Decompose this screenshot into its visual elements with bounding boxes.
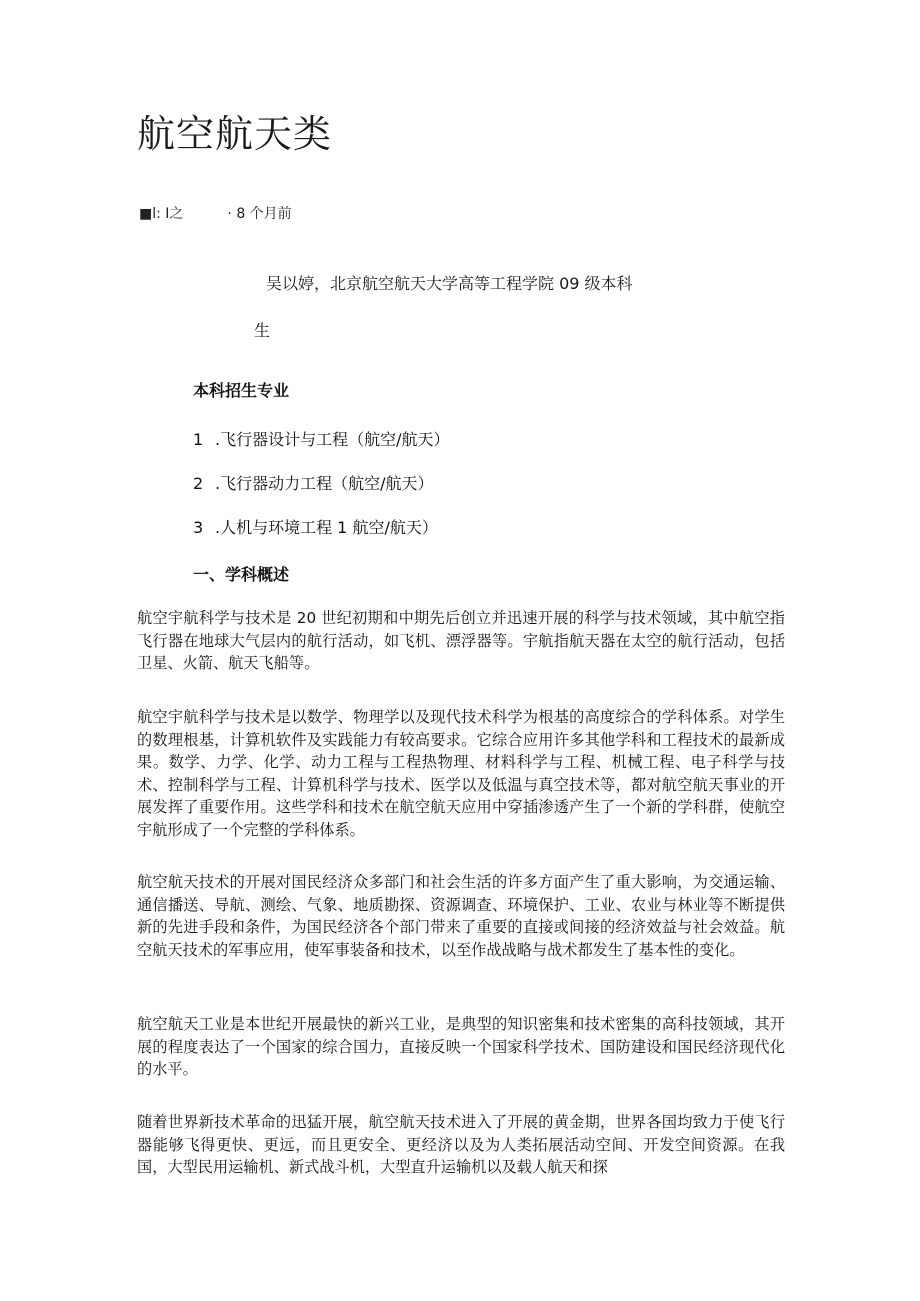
major-item [193,472,433,496]
author-line-1: 吴以婷，北京航空航天大学高等工程学院 09 级本科 [266,274,633,293]
major-item-number: 2 [193,474,204,493]
major-item-text: .人机与环境工程 1 航空/航天） [215,518,438,537]
body-paragraph: 航空宇航科学与技术是 20 世纪初期和中期先后创立并迅速开展的科学与技术领域，其中航空指飞行器在地球大气层内的航行活动，如飞机、漂浮器等。宇航指航天器在太空的航行活动，包括卫星、火箭、航天飞船等。 [137,609,785,672]
body-paragraph: 随着世界新技术革命的迅猛开展，航空航天技术进入了开展的黄金期，世界各国均致力于使飞行器能够飞得更快、更远，而且更安全、更经济以及为人类拓展活动空间、开发空间资源。在我国，大型民用运输机、新式战斗机，大型直升运输机以及载人航天和探 [137,1113,785,1176]
body-paragraph: 航空宇航科学与技术是以数学、物理学以及现代技术科学为根基的高度综合的学科体系。对学生的数理根基，计算机软件及实践能力有较高要求。它综合应用许多其他学科和工程技术的最新成果。数学、力学、化学、动力工程与工程热物理、材料科学与工程、机械工程、电子科学与技术、控制科学与工程、计算机科学与技术、医学以及低温与真空技术等，都对航空航天事业的开展发挥了重要作用。这些学科和技术在航空航天应用中穿插渗透产生了一个新的学科群，使航空宇航形成了一个完整的学科体系。 [137,708,785,839]
document-meta [139,204,292,224]
document-title: 航空航天类 [137,112,333,156]
major-item-number: 3 [193,518,204,537]
body-paragraph: 航空航天工业是本世纪开展最快的新兴工业，是典型的知识密集和技术密集的高科技领域，其开展的程度表达了一个国家的综合国力，直接反映一个国家科学技术、国防建设和国民经济现代化的水平。 [137,1015,785,1078]
meta-time: · 8 个月前 [227,206,292,222]
body-paragraph: 航空航天技术的开展对国民经济众多部门和社会生活的许多方面产生了重大影响，为交通运输、通信播送、导航、测绘、气象、地质勘探、资源调查、环境保护、工业、农业与林业等不断提供新的先进手段和条件，为国民经济各个部门带来了重要的直接或间接的经济效益与社会效益。航空航天技术的军事应用，使军事装备和技术，以至作战战略与战术都发生了基本性的变化。 [137,873,785,959]
major-item-text: .飞行器动力工程（航空/航天） [215,474,434,493]
meta-prefix: ■l: I之 [139,206,184,222]
author-line-2: 生 [254,321,271,340]
major-item [193,428,449,452]
majors-heading: 本科招生专业 [193,381,290,400]
major-item-text: .飞行器设计与工程（航空/航天） [215,430,450,449]
major-item [193,516,438,540]
major-item-number: 1 [193,430,204,449]
overview-heading: 一、学科概述 [193,565,290,584]
